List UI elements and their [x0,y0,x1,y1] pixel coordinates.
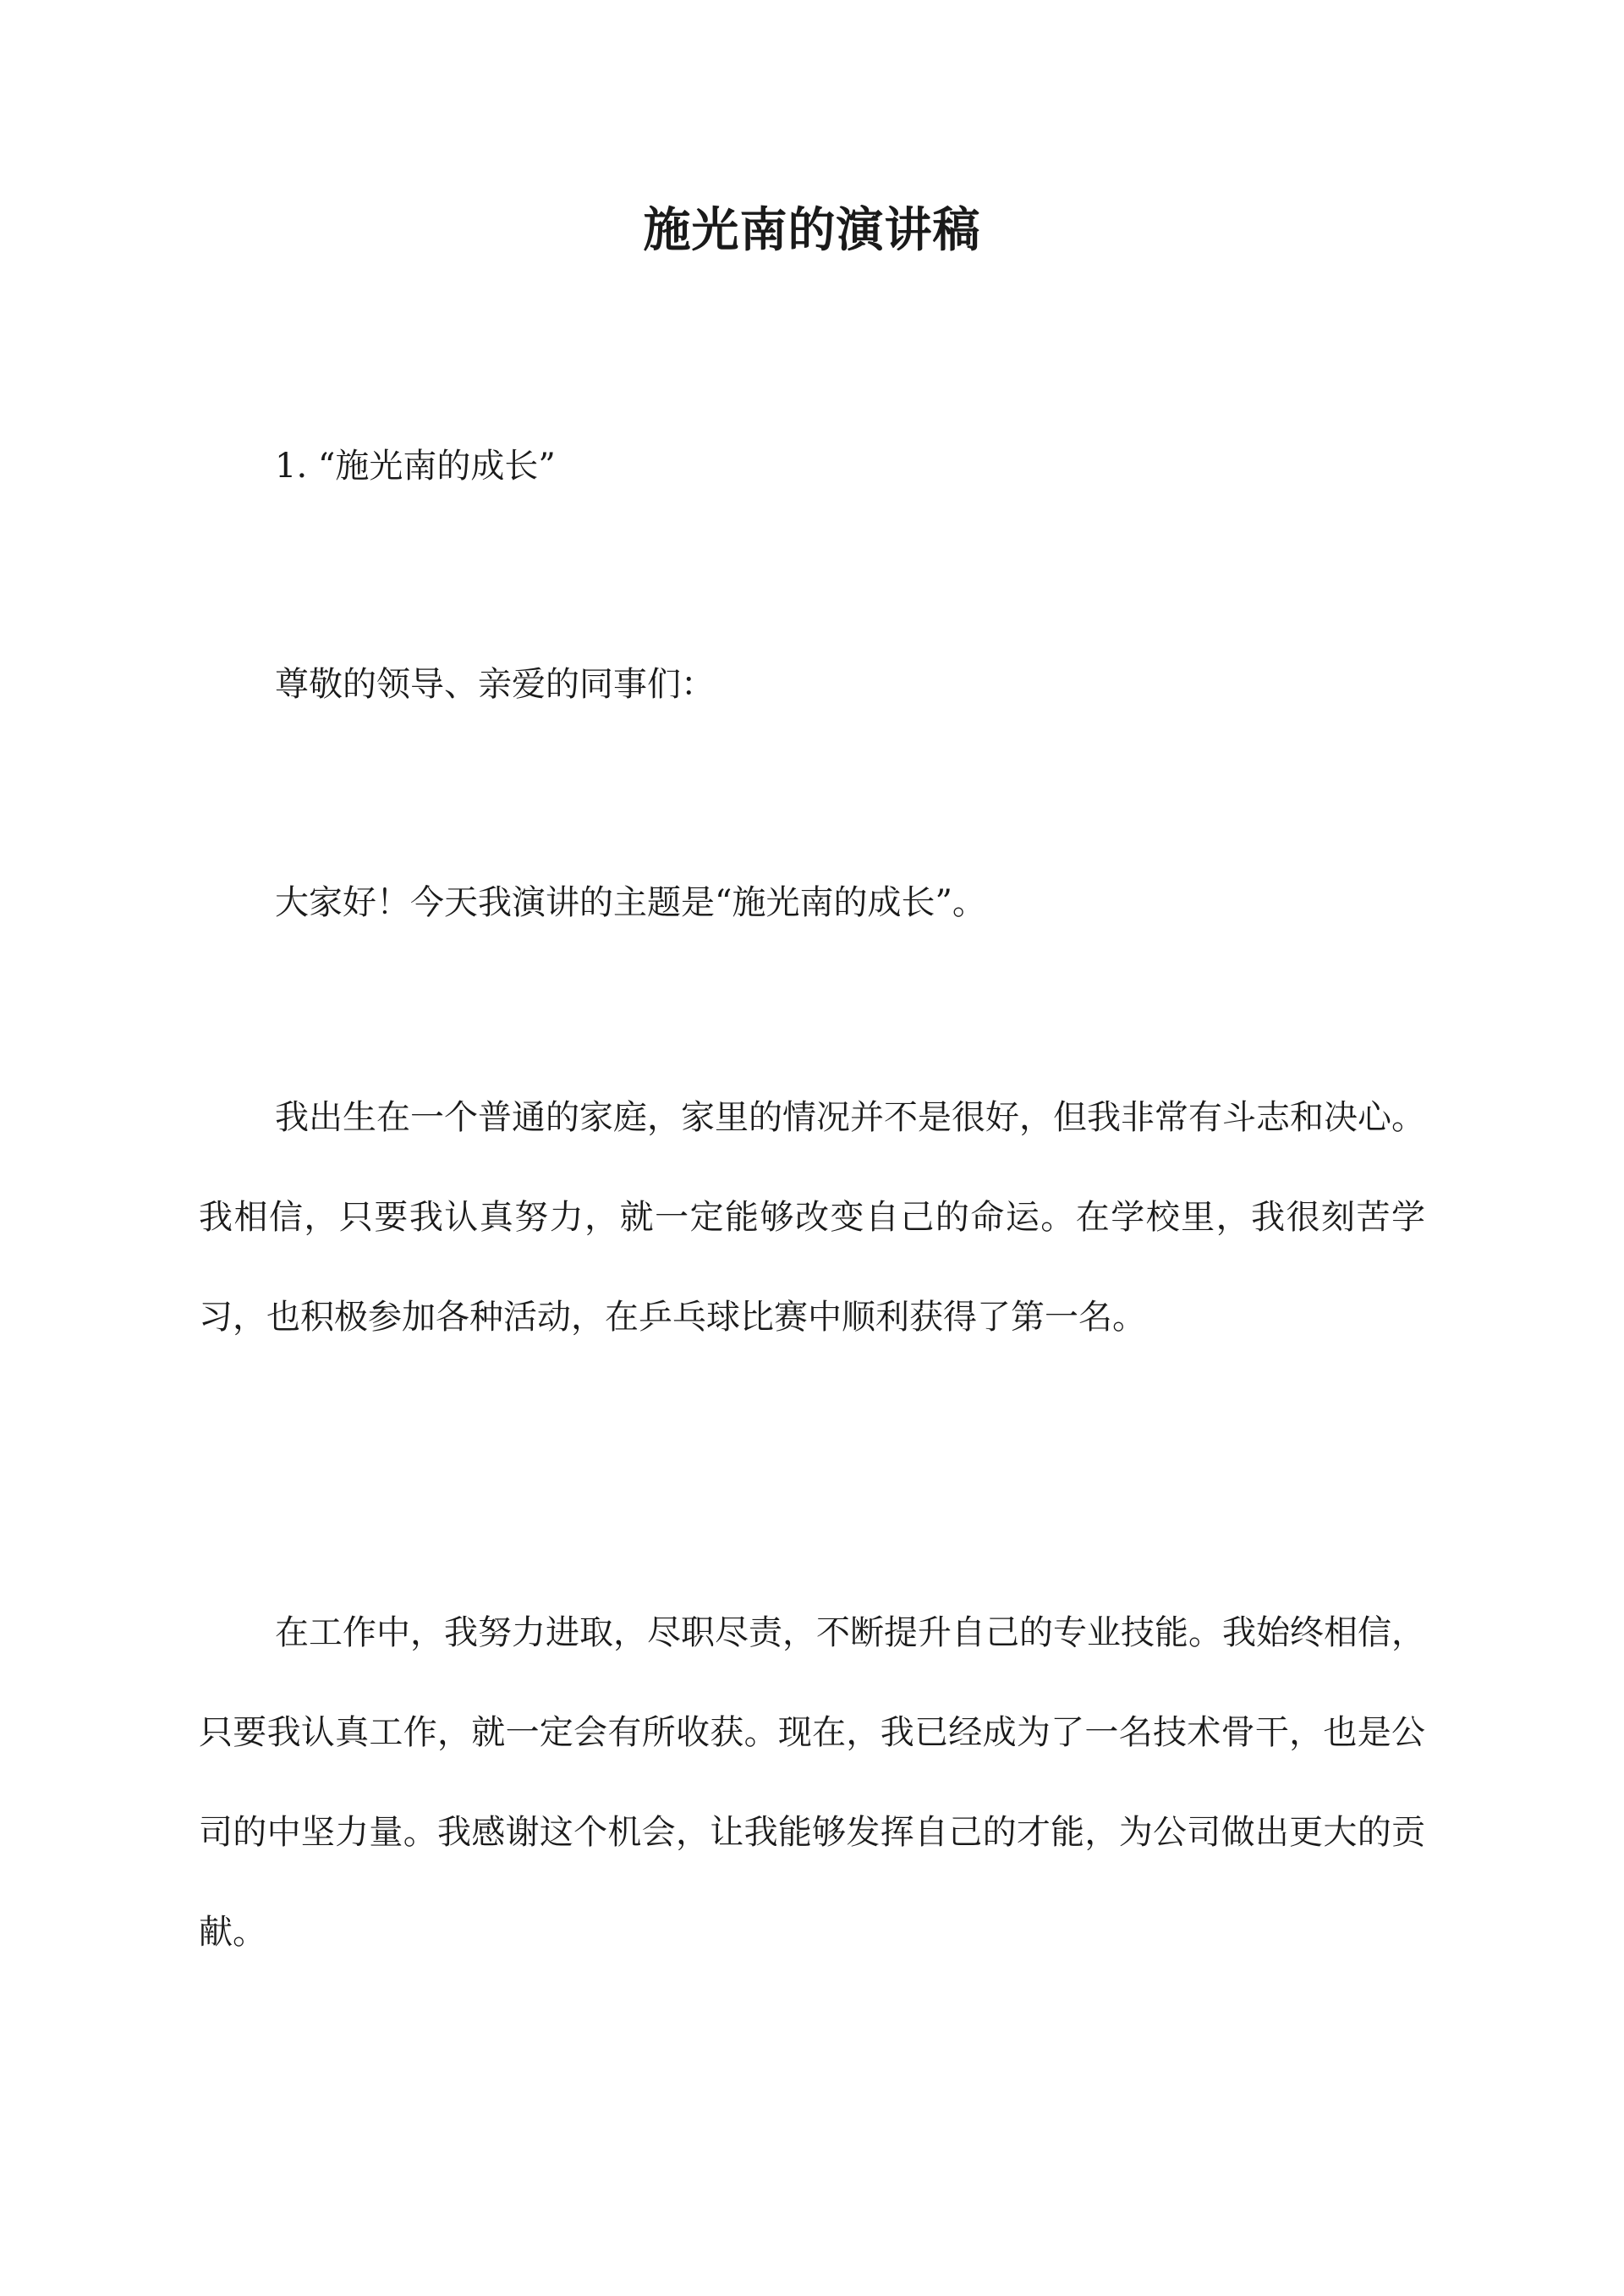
document-title: 施光南的演讲稿 [643,202,981,258]
paragraph-intro: 大家好！今天我演讲的主题是“施光南的成长”。 [275,883,986,922]
section-heading: 1. “施光南的成长” [275,447,556,486]
paragraph-work: 在工作中，我努力进取，尽职尽责，不断提升自己的专业技能。我始终相信，只要我认真工作，就一定会有所收获。现在，我已经成为了一名技术骨干，也是公司的中坚力量。我感谢这个机会，让我能够发挥自己的才能，为公司做出更大的贡献。 [199,1613,1425,1952]
paragraph-greeting: 尊敬的领导、亲爱的同事们： [275,665,715,704]
paragraph-background: 我出生在一个普通的家庭，家里的情况并不是很好，但我非常有斗志和决心。我相信，只要我认真努力，就一定能够改变自己的命运。在学校里，我很刻苦学习，也积极参加各种活动，在乒乓球比赛中顺利获得了第一名。 [199,1098,1425,1337]
